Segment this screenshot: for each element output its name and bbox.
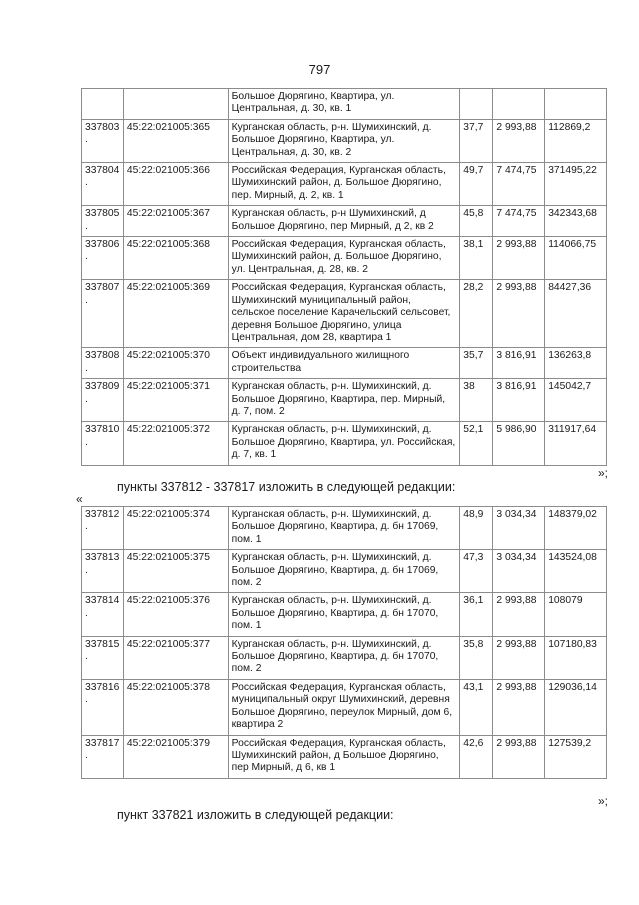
address-cell: Российская Федерация, Курганская область, Шумихинский муниципальный район, сельское поселение Карачельский сельсовет, деревня Большое Дюрягино, улица Центральная, дом 28, квартира 1 bbox=[228, 280, 460, 348]
cadastral-number-cell: 45:22:021005:367 bbox=[123, 206, 228, 237]
value-cell: 112869,2 bbox=[545, 119, 607, 162]
instruction-text-1: пункты 337812 - 337817 изложить в следующей редакции: bbox=[117, 480, 456, 494]
area-cell: 48,9 bbox=[460, 507, 493, 550]
table-row bbox=[82, 507, 607, 550]
item-number-cell: 337809. bbox=[82, 379, 124, 422]
item-number-cell: 337804. bbox=[82, 163, 124, 206]
area-cell: 45,8 bbox=[460, 206, 493, 237]
cadastral-number-cell: 45:22:021005:372 bbox=[123, 422, 228, 465]
area-cell: 36,1 bbox=[460, 593, 493, 636]
cadastral-number-cell: 45:22:021005:370 bbox=[123, 348, 228, 379]
value-cell: 108079 bbox=[545, 593, 607, 636]
rate-cell: 5 986,90 bbox=[493, 422, 545, 465]
instruction-text-2: пункт 337821 изложить в следующей редакции: bbox=[117, 808, 394, 822]
cadastral-number-cell: 45:22:021005:366 bbox=[123, 163, 228, 206]
cadastral-number-cell: 45:22:021005:376 bbox=[123, 593, 228, 636]
item-number-cell: 337808. bbox=[82, 348, 124, 379]
area-cell: 47,3 bbox=[460, 550, 493, 593]
cadastral-number-cell: 45:22:021005:379 bbox=[123, 735, 228, 778]
data-table-1-body bbox=[82, 89, 607, 466]
address-cell: Курганская область, р-н Шумихинский, д Большое Дюрягино, пер Мирный, д 2, кв 2 bbox=[228, 206, 460, 237]
table-row bbox=[82, 379, 607, 422]
value-cell: 114066,75 bbox=[545, 237, 607, 280]
item-number-cell: 337807. bbox=[82, 280, 124, 348]
cadastral-number-cell: 45:22:021005:378 bbox=[123, 679, 228, 735]
rate-cell: 3 034,34 bbox=[493, 550, 545, 593]
address-cell: Курганская область, р-н. Шумихинский, д. Большое Дюрягино, Квартира, д. бн 17070, пом. 1 bbox=[228, 593, 460, 636]
address-cell: Курганская область, р-н. Шумихинский, д. Большое Дюрягино, Квартира, пер. Мирный, д. 7, пом. 2 bbox=[228, 379, 460, 422]
area-cell: 38,1 bbox=[460, 237, 493, 280]
area-cell: 35,8 bbox=[460, 636, 493, 679]
item-number-cell: 337806. bbox=[82, 237, 124, 280]
item-number-cell bbox=[82, 89, 124, 120]
area-cell: 35,7 bbox=[460, 348, 493, 379]
item-number-cell: 337815. bbox=[82, 636, 124, 679]
rate-cell: 2 993,88 bbox=[493, 679, 545, 735]
rate-cell: 2 993,88 bbox=[493, 237, 545, 280]
area-cell: 28,2 bbox=[460, 280, 493, 348]
cadastral-number-cell: 45:22:021005:365 bbox=[123, 119, 228, 162]
rate-cell: 2 993,88 bbox=[493, 735, 545, 778]
item-number-cell: 337812. bbox=[82, 507, 124, 550]
data-table-2-body bbox=[82, 507, 607, 779]
opening-quote-2: « bbox=[76, 492, 83, 506]
area-cell: 38 bbox=[460, 379, 493, 422]
area-cell: 37,7 bbox=[460, 119, 493, 162]
value-cell bbox=[545, 89, 607, 120]
area-cell: 52,1 bbox=[460, 422, 493, 465]
address-cell: Российская Федерация, Курганская область, Шумихинский район, д Большое Дюрягино, пер Мирный, д 6, кв 1 bbox=[228, 735, 460, 778]
rate-cell: 3 816,91 bbox=[493, 379, 545, 422]
table-row bbox=[82, 593, 607, 636]
rate-cell: 7 474,75 bbox=[493, 163, 545, 206]
rate-cell: 2 993,88 bbox=[493, 280, 545, 348]
rate-cell: 7 474,75 bbox=[493, 206, 545, 237]
cadastral-number-cell: 45:22:021005:375 bbox=[123, 550, 228, 593]
address-cell: Курганская область, р-н. Шумихинский, д. Большое Дюрягино, Квартира, д. бн 17070, пом. 2 bbox=[228, 636, 460, 679]
item-number-cell: 337805. bbox=[82, 206, 124, 237]
item-number-cell: 337810. bbox=[82, 422, 124, 465]
item-number-cell: 337817. bbox=[82, 735, 124, 778]
area-cell bbox=[460, 89, 493, 120]
cadastral-number-cell: 45:22:021005:368 bbox=[123, 237, 228, 280]
address-cell: Объект индивидуального жилищного строительства bbox=[228, 348, 460, 379]
data-table-2 bbox=[81, 506, 607, 779]
item-number-cell: 337813. bbox=[82, 550, 124, 593]
area-cell: 42,6 bbox=[460, 735, 493, 778]
data-table-1 bbox=[81, 88, 607, 466]
table-row bbox=[82, 280, 607, 348]
table-row bbox=[82, 119, 607, 162]
cadastral-number-cell: 45:22:021005:377 bbox=[123, 636, 228, 679]
value-cell: 311917,64 bbox=[545, 422, 607, 465]
closing-quote-2: »; bbox=[598, 794, 609, 808]
value-cell: 129036,14 bbox=[545, 679, 607, 735]
rate-cell: 3 816,91 bbox=[493, 348, 545, 379]
table-row bbox=[82, 679, 607, 735]
value-cell: 342343,68 bbox=[545, 206, 607, 237]
value-cell: 127539,2 bbox=[545, 735, 607, 778]
address-cell: Российская Федерация, Курганская область, муниципальный округ Шумихинский, деревня Большое Дюрягино, переулок Мирный, дом 6, квартира 2 bbox=[228, 679, 460, 735]
value-cell: 148379,02 bbox=[545, 507, 607, 550]
value-cell: 136263,8 bbox=[545, 348, 607, 379]
value-cell: 143524,08 bbox=[545, 550, 607, 593]
rate-cell: 2 993,88 bbox=[493, 593, 545, 636]
value-cell: 371495,22 bbox=[545, 163, 607, 206]
item-number-cell: 337803. bbox=[82, 119, 124, 162]
address-cell: Курганская область, р-н. Шумихинский, д. Большое Дюрягино, Квартира, д. бн 17069, пом. 1 bbox=[228, 507, 460, 550]
rate-cell: 3 034,34 bbox=[493, 507, 545, 550]
rate-cell: 2 993,88 bbox=[493, 636, 545, 679]
area-cell: 43,1 bbox=[460, 679, 493, 735]
cadastral-number-cell: 45:22:021005:371 bbox=[123, 379, 228, 422]
item-number-cell: 337814. bbox=[82, 593, 124, 636]
area-cell: 49,7 bbox=[460, 163, 493, 206]
address-cell: Российская Федерация, Курганская область, Шумихинский район, д. Большое Дюрягино, пер. Мирный, д. 2, кв. 1 bbox=[228, 163, 460, 206]
table-row bbox=[82, 89, 607, 120]
table-row bbox=[82, 163, 607, 206]
rate-cell: 2 993,88 bbox=[493, 119, 545, 162]
table-row bbox=[82, 237, 607, 280]
cadastral-number-cell bbox=[123, 89, 228, 120]
value-cell: 107180,83 bbox=[545, 636, 607, 679]
cadastral-number-cell: 45:22:021005:369 bbox=[123, 280, 228, 348]
address-cell: Курганская область, р-н. Шумихинский, д. Большое Дюрягино, Квартира, ул. Центральная, д. 30, кв. 2 bbox=[228, 119, 460, 162]
value-cell: 84427,36 bbox=[545, 280, 607, 348]
table-row bbox=[82, 422, 607, 465]
page-number: 797 bbox=[308, 62, 331, 77]
value-cell: 145042,7 bbox=[545, 379, 607, 422]
closing-quote-1: »; bbox=[598, 466, 609, 480]
address-cell: Российская Федерация, Курганская область, Шумихинский район, д. Большое Дюрягино, ул. Центральная, д. 28, кв. 2 bbox=[228, 237, 460, 280]
address-cell: Большое Дюрягино, Квартира, ул. Центральная, д. 30, кв. 1 bbox=[228, 89, 460, 120]
address-cell: Курганская область, р-н. Шумихинский, д. Большое Дюрягино, Квартира, д. бн 17069, пом. 2 bbox=[228, 550, 460, 593]
cadastral-number-cell: 45:22:021005:374 bbox=[123, 507, 228, 550]
table-row bbox=[82, 348, 607, 379]
table-row bbox=[82, 206, 607, 237]
rate-cell bbox=[493, 89, 545, 120]
item-number-cell: 337816. bbox=[82, 679, 124, 735]
address-cell: Курганская область, р-н. Шумихинский, д. Большое Дюрягино, Квартира, ул. Российская, д. 7, кв. 1 bbox=[228, 422, 460, 465]
table-row bbox=[82, 550, 607, 593]
table-row bbox=[82, 636, 607, 679]
table-row bbox=[82, 735, 607, 778]
